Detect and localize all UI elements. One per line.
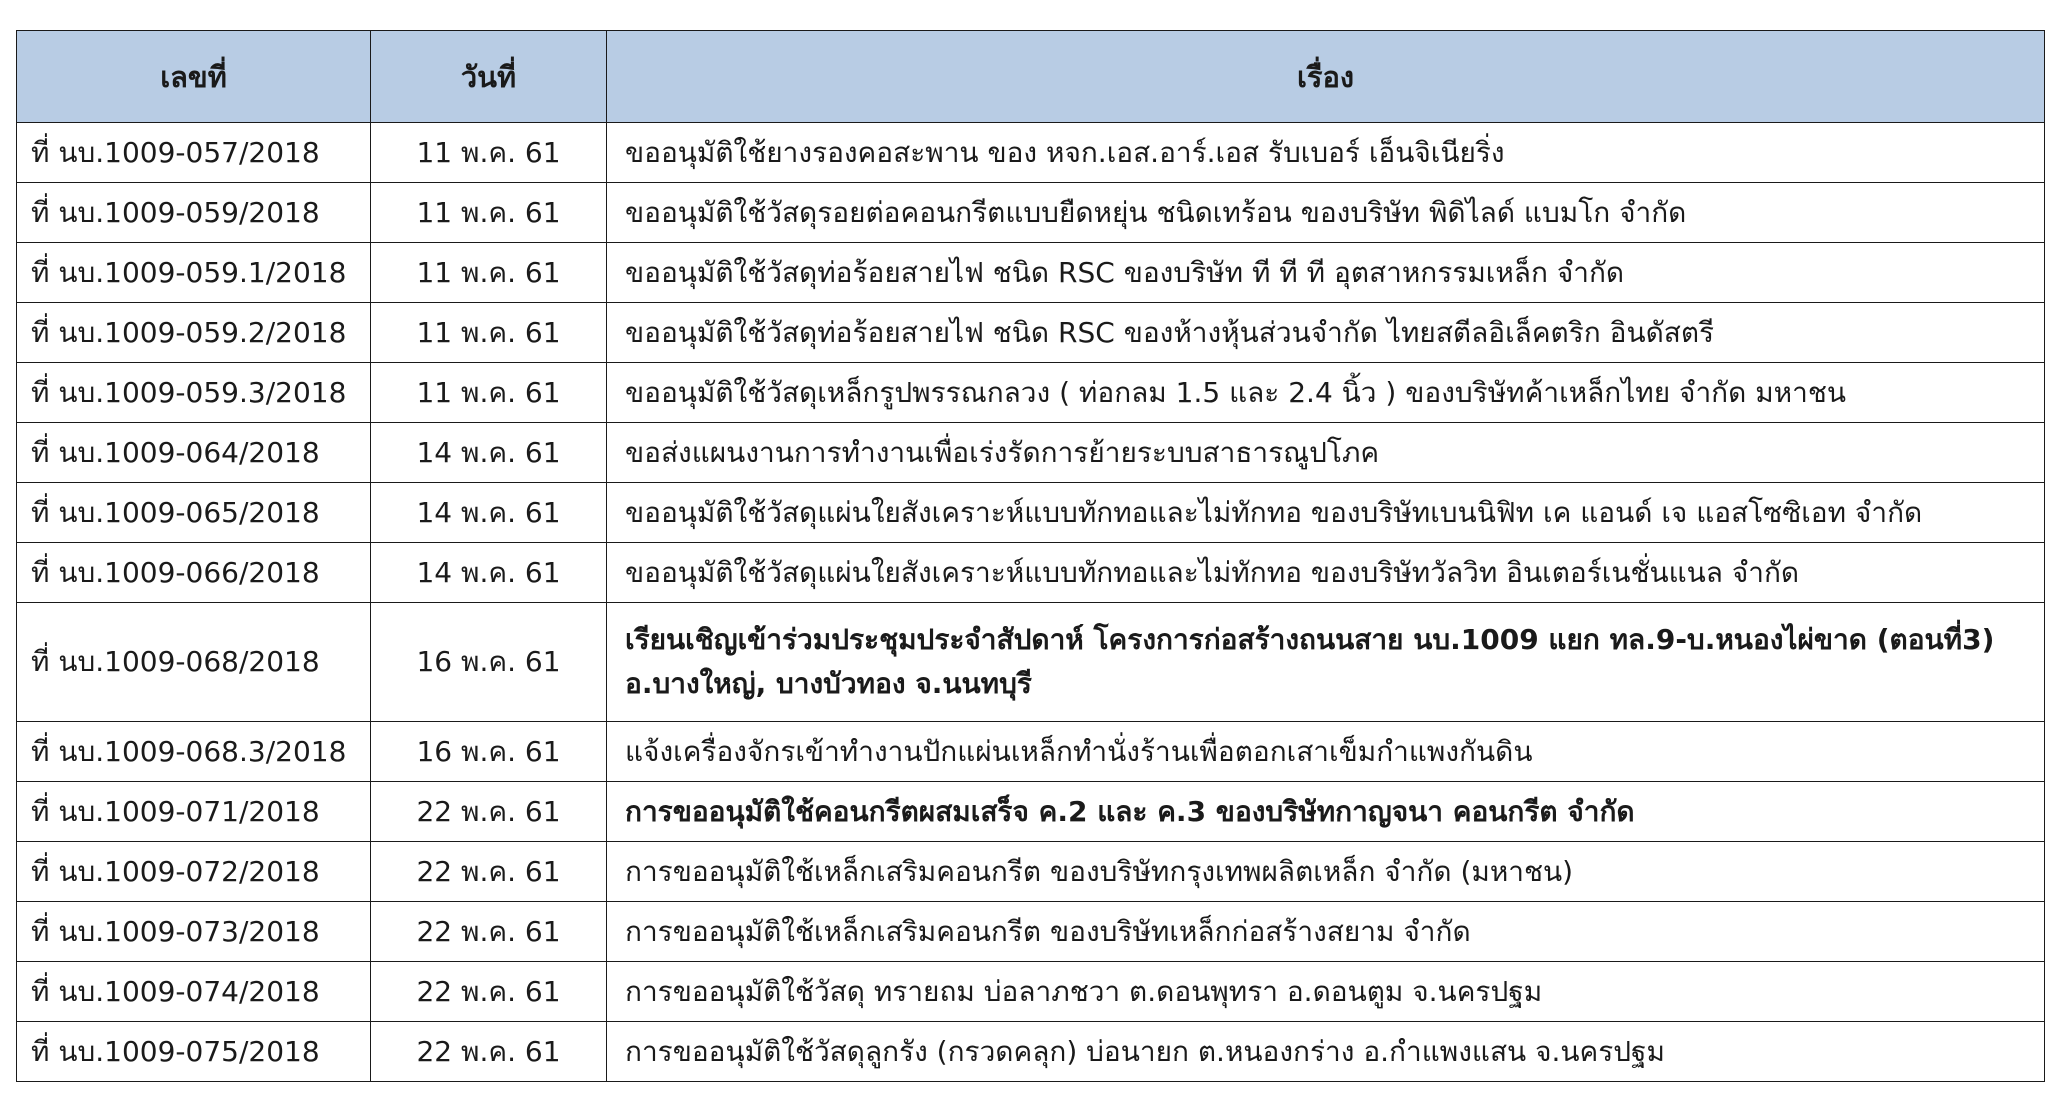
cell-number: ที่ นบ.1009-066/2018: [17, 543, 371, 603]
cell-number: ที่ นบ.1009-073/2018: [17, 902, 371, 962]
table-row: [17, 303, 2045, 363]
cell-number: ที่ นบ.1009-059.3/2018: [17, 363, 371, 423]
table-row: [17, 722, 2045, 782]
cell-date: 11 พ.ค. 61: [371, 303, 607, 363]
table-row: [17, 483, 2045, 543]
cell-date: 22 พ.ค. 61: [371, 902, 607, 962]
cell-number: ที่ นบ.1009-074/2018: [17, 962, 371, 1022]
header-row: [17, 31, 2045, 123]
table-row: [17, 842, 2045, 902]
cell-date: 11 พ.ค. 61: [371, 123, 607, 183]
cell-number: ที่ นบ.1009-075/2018: [17, 1022, 371, 1082]
cell-number: ที่ นบ.1009-072/2018: [17, 842, 371, 902]
cell-date: 11 พ.ค. 61: [371, 243, 607, 303]
cell-date: 11 พ.ค. 61: [371, 183, 607, 243]
cell-number: ที่ นบ.1009-059/2018: [17, 183, 371, 243]
cell-subject: ขออนุมัติใช้วัสดุแผ่นใยสังเคราะห์แบบทักทอและไม่ทักทอ ของบริษัทเบนนิฟิท เค แอนด์ เจ แอสโซซิเอท จำกัด: [607, 483, 2045, 543]
cell-subject: การขออนุมัติใช้เหล็กเสริมคอนกรีต ของบริษัทกรุงเทพผลิตเหล็ก จำกัด (มหาชน): [607, 842, 2045, 902]
header-subject: เรื่อง: [607, 31, 2045, 123]
cell-number: ที่ นบ.1009-059.1/2018: [17, 243, 371, 303]
cell-subject: การขออนุมัติใช้เหล็กเสริมคอนกรีต ของบริษัทเหล็กก่อสร้างสยาม จำกัด: [607, 902, 2045, 962]
cell-number: ที่ นบ.1009-071/2018: [17, 782, 371, 842]
cell-subject: เรียนเชิญเข้าร่วมประชุมประจำสัปดาห์ โครงการก่อสร้างถนนสาย นบ.1009 แยก ทล.9-บ.หนองไผ่ขาด (ตอนที่3) อ.บางใหญ่, บางบัวทอง จ.นนทบุรี: [607, 603, 2045, 722]
table-row: [17, 782, 2045, 842]
table-row: [17, 962, 2045, 1022]
table-row: [17, 423, 2045, 483]
document-sheet: [16, 30, 2044, 1082]
cell-subject: ขออนุมัติใช้วัสดุเหล็กรูปพรรณกลวง ( ท่อกลม 1.5 และ 2.4 นิ้ว ) ของบริษัทค้าเหล็กไทย จำกัด มหาชน: [607, 363, 2045, 423]
cell-date: 22 พ.ค. 61: [371, 782, 607, 842]
header-number: เลขที่: [17, 31, 371, 123]
cell-date: 14 พ.ค. 61: [371, 423, 607, 483]
table-row: [17, 243, 2045, 303]
cell-date: 22 พ.ค. 61: [371, 1022, 607, 1082]
cell-date: 22 พ.ค. 61: [371, 962, 607, 1022]
cell-number: ที่ นบ.1009-059.2/2018: [17, 303, 371, 363]
table-row: [17, 123, 2045, 183]
table-row: [17, 902, 2045, 962]
cell-number: ที่ นบ.1009-068.3/2018: [17, 722, 371, 782]
cell-subject: การขออนุมัติใช้คอนกรีตผสมเสร็จ ค.2 และ ค.3 ของบริษัทกาญจนา คอนกรีต จำกัด: [607, 782, 2045, 842]
cell-subject: ขออนุมัติใช้วัสดุรอยต่อคอนกรีตแบบยืดหยุ่น ชนิดเทร้อน ของบริษัท พิดิไลด์ แบมโก จำกัด: [607, 183, 2045, 243]
cell-subject: ขอส่งแผนงานการทำงานเพื่อเร่งรัดการย้ายระบบสาธารณูปโภค: [607, 423, 2045, 483]
cell-subject: ขออนุมัติใช้วัสดุท่อร้อยสายไฟ ชนิด RSC ของห้างหุ้นส่วนจำกัด ไทยสตีลอิเล็คตริก อินดัสตรี: [607, 303, 2045, 363]
header-date: วันที่: [371, 31, 607, 123]
table-row: [17, 1022, 2045, 1082]
table-row: [17, 363, 2045, 423]
cell-date: 11 พ.ค. 61: [371, 363, 607, 423]
cell-subject: ขออนุมัติใช้วัสดุแผ่นใยสังเคราะห์แบบทักทอและไม่ทักทอ ของบริษัทวัลวิท อินเตอร์เนชั่นแนล จำกัด: [607, 543, 2045, 603]
letter-register-table: [16, 30, 2045, 1082]
cell-subject: การขออนุมัติใช้วัสดุลูกรัง (กรวดคลุก) บ่อนายก ต.หนองกร่าง อ.กำแพงแสน จ.นครปฐม: [607, 1022, 2045, 1082]
table-row: [17, 603, 2045, 722]
cell-number: ที่ นบ.1009-068/2018: [17, 603, 371, 722]
cell-subject: แจ้งเครื่องจักรเข้าทำงานปักแผ่นเหล็กทำนั่งร้านเพื่อตอกเสาเข็มกำแพงกันดิน: [607, 722, 2045, 782]
table-row: [17, 183, 2045, 243]
cell-subject: ขออนุมัติใช้วัสดุท่อร้อยสายไฟ ชนิด RSC ของบริษัท ที ที ที อุตสาหกรรมเหล็ก จำกัด: [607, 243, 2045, 303]
cell-date: 14 พ.ค. 61: [371, 483, 607, 543]
cell-number: ที่ นบ.1009-064/2018: [17, 423, 371, 483]
cell-date: 14 พ.ค. 61: [371, 543, 607, 603]
cell-number: ที่ นบ.1009-057/2018: [17, 123, 371, 183]
cell-date: 22 พ.ค. 61: [371, 842, 607, 902]
cell-date: 16 พ.ค. 61: [371, 722, 607, 782]
cell-number: ที่ นบ.1009-065/2018: [17, 483, 371, 543]
cell-subject: ขออนุมัติใช้ยางรองคอสะพาน ของ หจก.เอส.อาร์.เอส รับเบอร์ เอ็นจิเนียริ่ง: [607, 123, 2045, 183]
cell-date: 16 พ.ค. 61: [371, 603, 607, 722]
cell-subject: การขออนุมัติใช้วัสดุ ทรายถม บ่อลาภชวา ต.ดอนพุทรา อ.ดอนตูม จ.นครปฐม: [607, 962, 2045, 1022]
table-row: [17, 543, 2045, 603]
